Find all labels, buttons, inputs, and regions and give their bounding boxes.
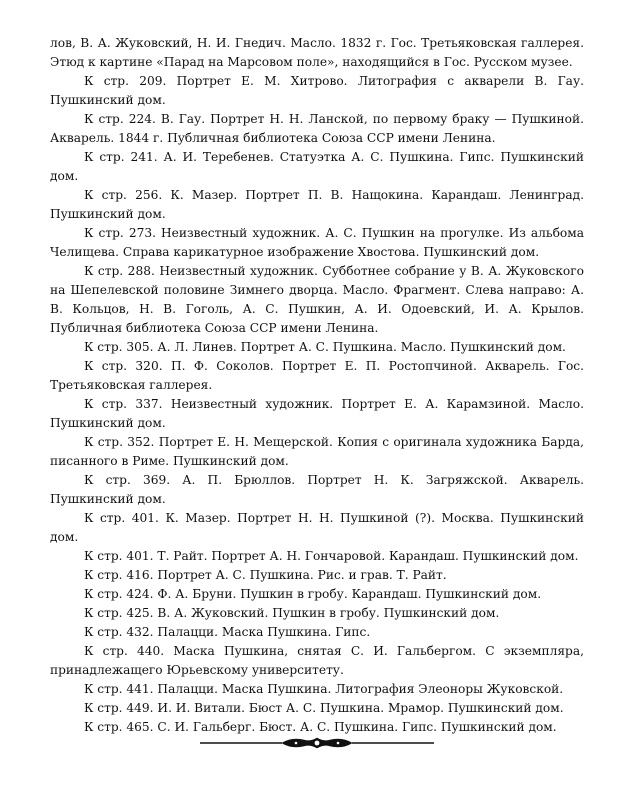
list-entry: К стр. 425. В. А. Жуковский. Пушкин в гробу. Пушкинский дом. [84,606,500,620]
list-entry: К стр. 288. Неизвестный художник. Субботнее собрание у В. А. Жуковского на Шепелевской половине Зимнего дворца. Масло. Фрагмент. Слева направо: А. В. Кольцов, Н. В. Гоголь, А. С. Пушкин, А. И. Одоевский, И. А. Крылов. Публичная библиотека Союза ССР имени Ленина. [50,264,584,335]
list-entry: К стр. 440. Маска Пушкина, снятая С. И. Гальбергом. С экземпляра, принадлежащего Юрьевскому университету. [50,644,584,677]
list-entry: К стр. 337. Неизвестный художник. Портрет Е. А. Карамзиной. Масло. Пушкинский дом. [50,397,584,430]
list-entry: лов, В. А. Жуковский, Н. И. Гнедич. Масло. 1832 г. Гос. Третьяковская галлерея. Этюд к картине «Парад на Марсовом поле», находящийся в Гос. Русском музее. [50,36,584,69]
list-entry: К стр. 401. К. Мазер. Портрет Н. Н. Пушкиной (?). Москва. Пушкинский дом. [50,511,584,544]
list-entry: К стр. 432. Палацци. Маска Пушкина. Гипс. [84,625,371,639]
list-entry: К стр. 256. К. Мазер. Портрет П. В. Нащокина. Карандаш. Ленинград. Пушкинский дом. [50,188,584,221]
list-entry: К стр. 352. Портрет Е. Н. Мещерской. Копия с оригинала художника Барда, писанного в Риме. Пушкинский дом. [50,435,584,468]
illustration-list [50,34,584,737]
list-entry: К стр. 224. В. Гау. Портрет Н. Н. Ланской, по первому браку — Пушкиной. Акварель. 1844 г. Публичная библиотека Союза ССР имени Ленина. [50,112,584,145]
list-entry: К стр. 449. И. И. Витали. Бюст А. С. Пушкина. Мрамор. Пушкинский дом. [84,701,564,715]
ornament-divider-icon [200,736,434,750]
list-entry: К стр. 441. Палацци. Маска Пушкина. Литография Элеоноры Жуковской. [84,682,564,696]
list-entry: К стр. 241. А. И. Теребенев. Статуэтка А. С. Пушкина. Гипс. Пушкинский дом. [50,150,584,183]
list-entry: К стр. 273. Неизвестный художник. А. С. Пушкин на прогулке. Из альбома Челищева. Справа карикатурное изображение Хвостова. Пушкинский дом. [50,226,584,259]
list-entry: К стр. 305. А. Л. Линев. Портрет А. С. Пушкина. Масло. Пушкинский дом. [84,340,566,354]
list-entry: К стр. 424. Ф. А. Бруни. Пушкин в гробу. Карандаш. Пушкинский дом. [84,587,542,601]
list-entry: К стр. 320. П. Ф. Соколов. Портрет Е. П. Ростопчиной. Акварель. Гос. Третьяковская галлерея. [50,359,584,392]
list-entry: К стр. 465. С. И. Гальберг. Бюст. А. С. Пушкина. Гипс. Пушкинский дом. [84,720,557,734]
list-entry: К стр. 416. Портрет А. С. Пушкина. Рис. и грав. Т. Райт. [84,568,447,582]
list-entry: К стр. 401. Т. Райт. Портрет А. Н. Гончаровой. Карандаш. Пушкинский дом. [84,549,579,563]
list-entry: К стр. 209. Портрет Е. М. Хитрово. Литография с акварели В. Гау. Пушкинский дом. [50,74,584,107]
list-entry: К стр. 369. А. П. Брюллов. Портрет Н. К. Загряжской. Акварель. Пушкинский дом. [50,473,584,506]
